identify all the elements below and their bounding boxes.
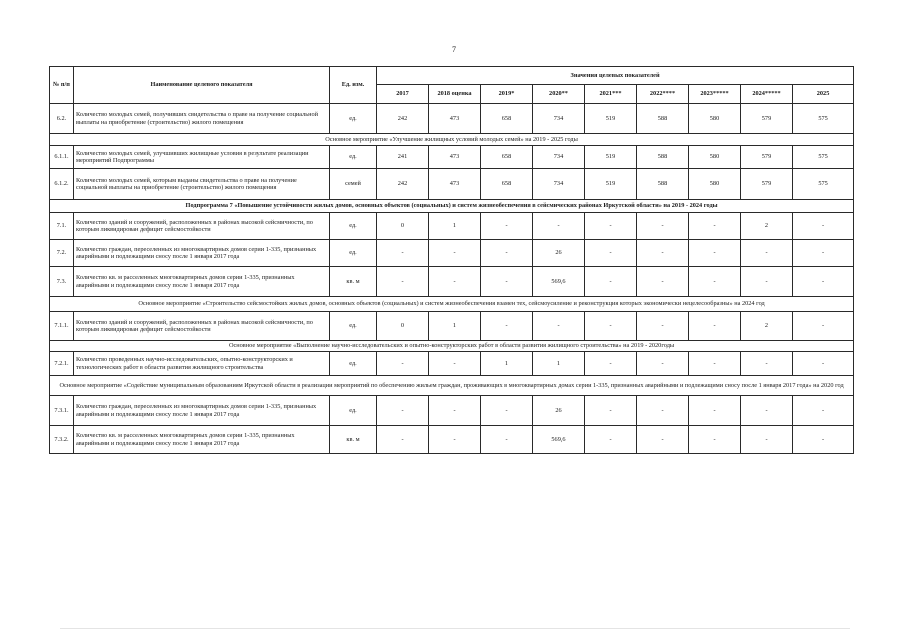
section-title: Основное мероприятие «Улучшение жилищных условий молодых семей» на 2019 - 2025 годы <box>50 134 854 146</box>
header-num: № п/п <box>50 67 74 104</box>
row-value: 242 <box>377 169 429 200</box>
table-row <box>50 396 854 426</box>
row-unit: семей <box>330 169 377 200</box>
row-value: 734 <box>533 146 585 169</box>
row-value: 575 <box>793 146 854 169</box>
row-num: 7.3. <box>50 267 74 297</box>
header-year: 2023***** <box>689 85 741 104</box>
row-value: - <box>689 426 741 454</box>
row-value: - <box>377 426 429 454</box>
row-value: - <box>793 267 854 297</box>
row-value: 1 <box>429 312 481 341</box>
row-name: Количество зданий и сооружений, расположенных в районах высокой сейсмичности, по которым ликвидирован дефицит сейсмостойкости <box>74 213 330 240</box>
row-value: 2 <box>741 312 793 341</box>
row-value: - <box>637 267 689 297</box>
table-row <box>50 312 854 341</box>
row-value: - <box>429 426 481 454</box>
row-value: 575 <box>793 169 854 200</box>
section-title: Основное мероприятие «Выполнение научно-исследовательских и опытно-конструкторских работ в области развития жилищного строительства» на 2019 - 2020годы <box>50 341 854 352</box>
row-value: 580 <box>689 169 741 200</box>
row-value: 242 <box>377 104 429 134</box>
row-name: Количество молодых семей, получивших свидетельства о праве на получение социальной выплаты на приобретение (строительство) жилого помещения <box>74 104 330 134</box>
row-value: 658 <box>481 146 533 169</box>
row-num: 7.3.2. <box>50 426 74 454</box>
row-unit: ед. <box>330 104 377 134</box>
row-value: 0 <box>377 213 429 240</box>
row-value: 579 <box>741 169 793 200</box>
row-value: 519 <box>585 146 637 169</box>
section-row <box>50 341 854 352</box>
row-value: 1 <box>481 352 533 376</box>
row-value: - <box>481 213 533 240</box>
row-unit: ед. <box>330 352 377 376</box>
row-value: - <box>793 426 854 454</box>
row-unit: ед. <box>330 396 377 426</box>
section-row <box>50 376 854 396</box>
header-year: 2021*** <box>585 85 637 104</box>
row-value: - <box>533 312 585 341</box>
section-row <box>50 134 854 146</box>
table-row <box>50 146 854 169</box>
row-value: 26 <box>533 396 585 426</box>
row-value: 26 <box>533 240 585 267</box>
row-value: - <box>533 213 585 240</box>
row-value: - <box>481 396 533 426</box>
section-row <box>50 297 854 312</box>
row-value: - <box>585 240 637 267</box>
row-num: 7.2.1. <box>50 352 74 376</box>
section-title: Основное мероприятие «Содействие муниципальным образованиям Иркутской области в реализации мероприятий по обеспечению жильем граждан, проживающих в многоквартирных домах серии 1-335, признанных аварийными и подлежащими сносу после 1 января 2017 года» на 2020 год <box>50 376 854 396</box>
row-value: - <box>793 312 854 341</box>
row-value: - <box>429 240 481 267</box>
header-year: 2017 <box>377 85 429 104</box>
row-value: - <box>793 396 854 426</box>
table-row <box>50 104 854 134</box>
row-value: - <box>585 213 637 240</box>
table-row <box>50 169 854 200</box>
row-value: - <box>429 267 481 297</box>
row-value: 579 <box>741 104 793 134</box>
table-row <box>50 426 854 454</box>
row-unit: ед. <box>330 146 377 169</box>
row-value: 1 <box>533 352 585 376</box>
row-value: - <box>481 426 533 454</box>
row-value: - <box>793 240 854 267</box>
row-num: 6.2. <box>50 104 74 134</box>
row-value: 473 <box>429 169 481 200</box>
header-unit: Ед. изм. <box>330 67 377 104</box>
row-value: 519 <box>585 104 637 134</box>
row-unit: ед. <box>330 240 377 267</box>
row-value: - <box>689 267 741 297</box>
header-year: 2018 оценка <box>429 85 481 104</box>
row-num: 6.1.2. <box>50 169 74 200</box>
row-value: - <box>689 396 741 426</box>
row-value: - <box>481 240 533 267</box>
row-value: - <box>585 267 637 297</box>
row-value: 734 <box>533 104 585 134</box>
row-value: - <box>793 352 854 376</box>
header-values-title: Значения целевых показателей <box>377 67 854 85</box>
row-num: 7.3.1. <box>50 396 74 426</box>
row-value: - <box>637 396 689 426</box>
row-name: Количество кв. м расселенных многоквартирных домов серии 1-335, признанных аварийными и подлежащими сносу после 1 января 2017 года <box>74 267 330 297</box>
row-value: - <box>377 267 429 297</box>
row-value: 241 <box>377 146 429 169</box>
row-value: - <box>741 426 793 454</box>
row-value: 473 <box>429 146 481 169</box>
header-year: 2022**** <box>637 85 689 104</box>
row-unit: ед. <box>330 213 377 240</box>
row-unit: кв. м <box>330 267 377 297</box>
row-value: 580 <box>689 104 741 134</box>
header-year: 2020** <box>533 85 585 104</box>
header-name: Наименование целевого показателя <box>74 67 330 104</box>
row-name: Количество кв. м расселенных многоквартирных домов серии 1-335, признанных аварийными и подлежащими сносу после 1 января 2017 года <box>74 426 330 454</box>
row-value: - <box>377 240 429 267</box>
row-value: 569,6 <box>533 426 585 454</box>
row-value: 580 <box>689 146 741 169</box>
row-name: Количество зданий и сооружений, расположенных в районах высокой сейсмичности, по которым ликвидирован дефицит сейсмостойкости <box>74 312 330 341</box>
row-num: 7.1. <box>50 213 74 240</box>
row-num: 7.2. <box>50 240 74 267</box>
row-value: - <box>637 240 689 267</box>
row-value: 1 <box>429 213 481 240</box>
row-value: - <box>429 352 481 376</box>
row-value: - <box>637 312 689 341</box>
row-value: - <box>481 267 533 297</box>
table-row <box>50 213 854 240</box>
row-value: 519 <box>585 169 637 200</box>
header-year: 2024***** <box>741 85 793 104</box>
scan-edge-line <box>60 628 850 629</box>
row-value: 569,6 <box>533 267 585 297</box>
table-row <box>50 240 854 267</box>
section-row <box>50 200 854 213</box>
table-row <box>50 352 854 376</box>
row-value: 734 <box>533 169 585 200</box>
row-value: - <box>585 426 637 454</box>
row-value: 2 <box>741 213 793 240</box>
row-value: - <box>741 396 793 426</box>
row-value: - <box>689 240 741 267</box>
row-value: - <box>689 213 741 240</box>
row-name: Количество молодых семей, улучшивших жилищные условия в результате реализации мероприятий Подпрограммы <box>74 146 330 169</box>
row-value: - <box>637 352 689 376</box>
row-name: Количество молодых семей, которым выданы свидетельства о праве на получение социальной выплаты на приобретение (строительство) жилого помещения <box>74 169 330 200</box>
row-name: Количество граждан, переселенных из многоквартирных домов серии 1-335, признанных аварийными и подлежащими сносу после 1 января 2017 года <box>74 396 330 426</box>
row-value: 588 <box>637 169 689 200</box>
row-value: - <box>741 352 793 376</box>
section-title: Подпрограмма 7 «Повышение устойчивости жилых домов, основных объектов (социальных) и систем жизнеобеспечения в сейсмических районах Иркутской области» на 2019 - 2024 годы <box>50 200 854 213</box>
row-value: - <box>377 352 429 376</box>
row-name: Количество граждан, переселенных из многоквартирных домов серии 1-335, признанных аварийными и подлежащими сносу после 1 января 2017 года <box>74 240 330 267</box>
row-value: - <box>377 396 429 426</box>
row-value: - <box>637 213 689 240</box>
row-name: Количество проведенных научно-исследовательских, опытно-конструкторских и технологических работ в области развития жилищного строительства <box>74 352 330 376</box>
row-value: - <box>429 396 481 426</box>
row-value: 0 <box>377 312 429 341</box>
table-row <box>50 267 854 297</box>
row-value: 658 <box>481 169 533 200</box>
row-value: - <box>637 426 689 454</box>
row-num: 6.1.1. <box>50 146 74 169</box>
row-unit: кв. м <box>330 426 377 454</box>
row-value: - <box>585 352 637 376</box>
row-value: - <box>585 312 637 341</box>
row-unit: ед. <box>330 312 377 341</box>
row-value: - <box>481 312 533 341</box>
indicators-table <box>49 66 854 454</box>
row-num: 7.1.1. <box>50 312 74 341</box>
row-value: 588 <box>637 146 689 169</box>
page-number: 7 <box>452 45 456 54</box>
row-value: - <box>689 312 741 341</box>
row-value: 575 <box>793 104 854 134</box>
row-value: - <box>585 396 637 426</box>
header-year: 2025 <box>793 85 854 104</box>
row-value: 473 <box>429 104 481 134</box>
section-title: Основное мероприятие «Строительство сейсмостойких жилых домов, основных объектов (социальных) и систем жизнеобеспечения взамен тех, сейсмоусиление и реконструкция которых экономически нецелесообразны» на 2024 год <box>50 297 854 312</box>
row-value: 658 <box>481 104 533 134</box>
row-value: 579 <box>741 146 793 169</box>
row-value: - <box>741 240 793 267</box>
row-value: - <box>793 213 854 240</box>
row-value: 588 <box>637 104 689 134</box>
header-year: 2019* <box>481 85 533 104</box>
row-value: - <box>741 267 793 297</box>
row-value: - <box>689 352 741 376</box>
